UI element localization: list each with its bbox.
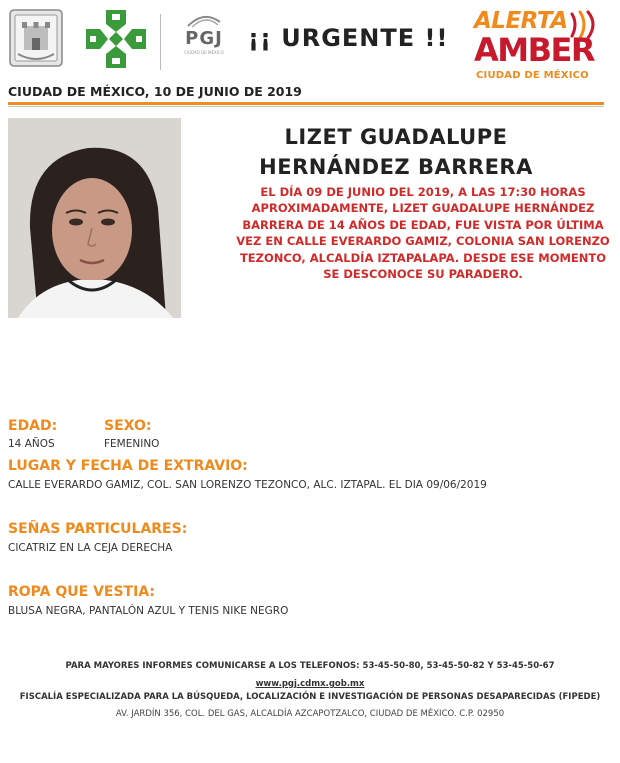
place-date-value: CALLE EVERARDO GAMIZ, COL. SAN LORENZO TEZONCO, ALC. IZTAPAL. EL DIA 09/06/2019 xyxy=(8,479,487,491)
missing-person-photo xyxy=(8,118,181,318)
age-label: EDAD: xyxy=(8,418,58,434)
gray-divider xyxy=(8,106,604,107)
pgj-logo-subtitle: CIUDAD DE MÉXICO xyxy=(184,50,224,55)
website-link[interactable]: www.pgj.cdmx.gob.mx xyxy=(255,679,365,689)
incident-description: EL DÍA 09 DE JUNIO DEL 2019, A LAS 17:30 HORAS APROXIMADAMENTE, LIZET GUADALUPE HERNÁNDEZ BARRERA DE 14 AÑOS DE EDAD, FUE VISTA POR ÚLTIMA VEZ EN CALLE EVERARDO GAMIZ, COLONIA SAN LORENZO TEZONCO, ALCALDÍA IZTAPALAPA. DESDE ESE MOMENTO SE DESCONOCE SU PARADERO. xyxy=(236,185,610,282)
sex-value: FEMENINO xyxy=(104,438,160,450)
header-divider xyxy=(160,14,161,70)
dateline: CIUDAD DE MÉXICO, 10 DE JUNIO DE 2019 xyxy=(8,84,302,99)
place-date-label: LUGAR Y FECHA DE EXTRAVIO: xyxy=(8,458,248,474)
alerta-amber-word-amber: AMBER xyxy=(474,31,594,69)
agency-name: FISCALÍA ESPECIALIZADA PARA LA BÚSQUEDA, LOCALIZACIÓN E INVESTIGACIÓN DE PERSONAS DESAPARECIDAS (FIPEDE) xyxy=(19,692,601,702)
website-line xyxy=(0,679,620,689)
cdmx-government-logo xyxy=(84,6,148,72)
name-line-1: LIZET GUADALUPE xyxy=(284,125,508,149)
contact-phones: PARA MAYORES INFORMES COMUNICARSE A LOS TELEFONOS: 53-45-50-80, 53-45-50-82 Y 53-45-50-67 xyxy=(65,661,555,671)
pgj-logo-text: PGJ xyxy=(185,28,223,49)
clothing-value: BLUSA NEGRA, PANTALÓN AZUL Y TENIS NIKE NEGRO xyxy=(8,605,289,617)
cdmx-coat-of-arms-logo xyxy=(8,8,64,68)
clothing-label: ROPA QUE VESTIA: xyxy=(8,584,156,600)
distinguishing-marks-value: CICATRIZ EN LA CEJA DERECHA xyxy=(8,542,173,554)
alerta-amber-word-alerta: ALERTA xyxy=(474,8,568,34)
alerta-amber-city: CIUDAD DE MÉXICO xyxy=(476,70,589,81)
name-line-2: HERNÁNDEZ BARRERA xyxy=(259,155,533,179)
age-value: 14 AÑOS xyxy=(8,438,55,450)
alerta-amber-logo xyxy=(474,8,604,86)
orange-divider xyxy=(8,102,604,105)
distinguishing-marks-label: SEÑAS PARTICULARES: xyxy=(8,521,188,537)
agency-address: AV. JARDÍN 356, COL. DEL GAS, ALCALDÍA AZCAPOTZALCO, CIUDAD DE MÉXICO. C.P. 02950 xyxy=(115,709,505,719)
pgj-logo xyxy=(176,12,232,72)
sex-label: SEXO: xyxy=(104,418,152,434)
urgent-heading: ¡¡ URGENTE !! xyxy=(248,24,449,52)
missing-person-name xyxy=(236,122,556,182)
